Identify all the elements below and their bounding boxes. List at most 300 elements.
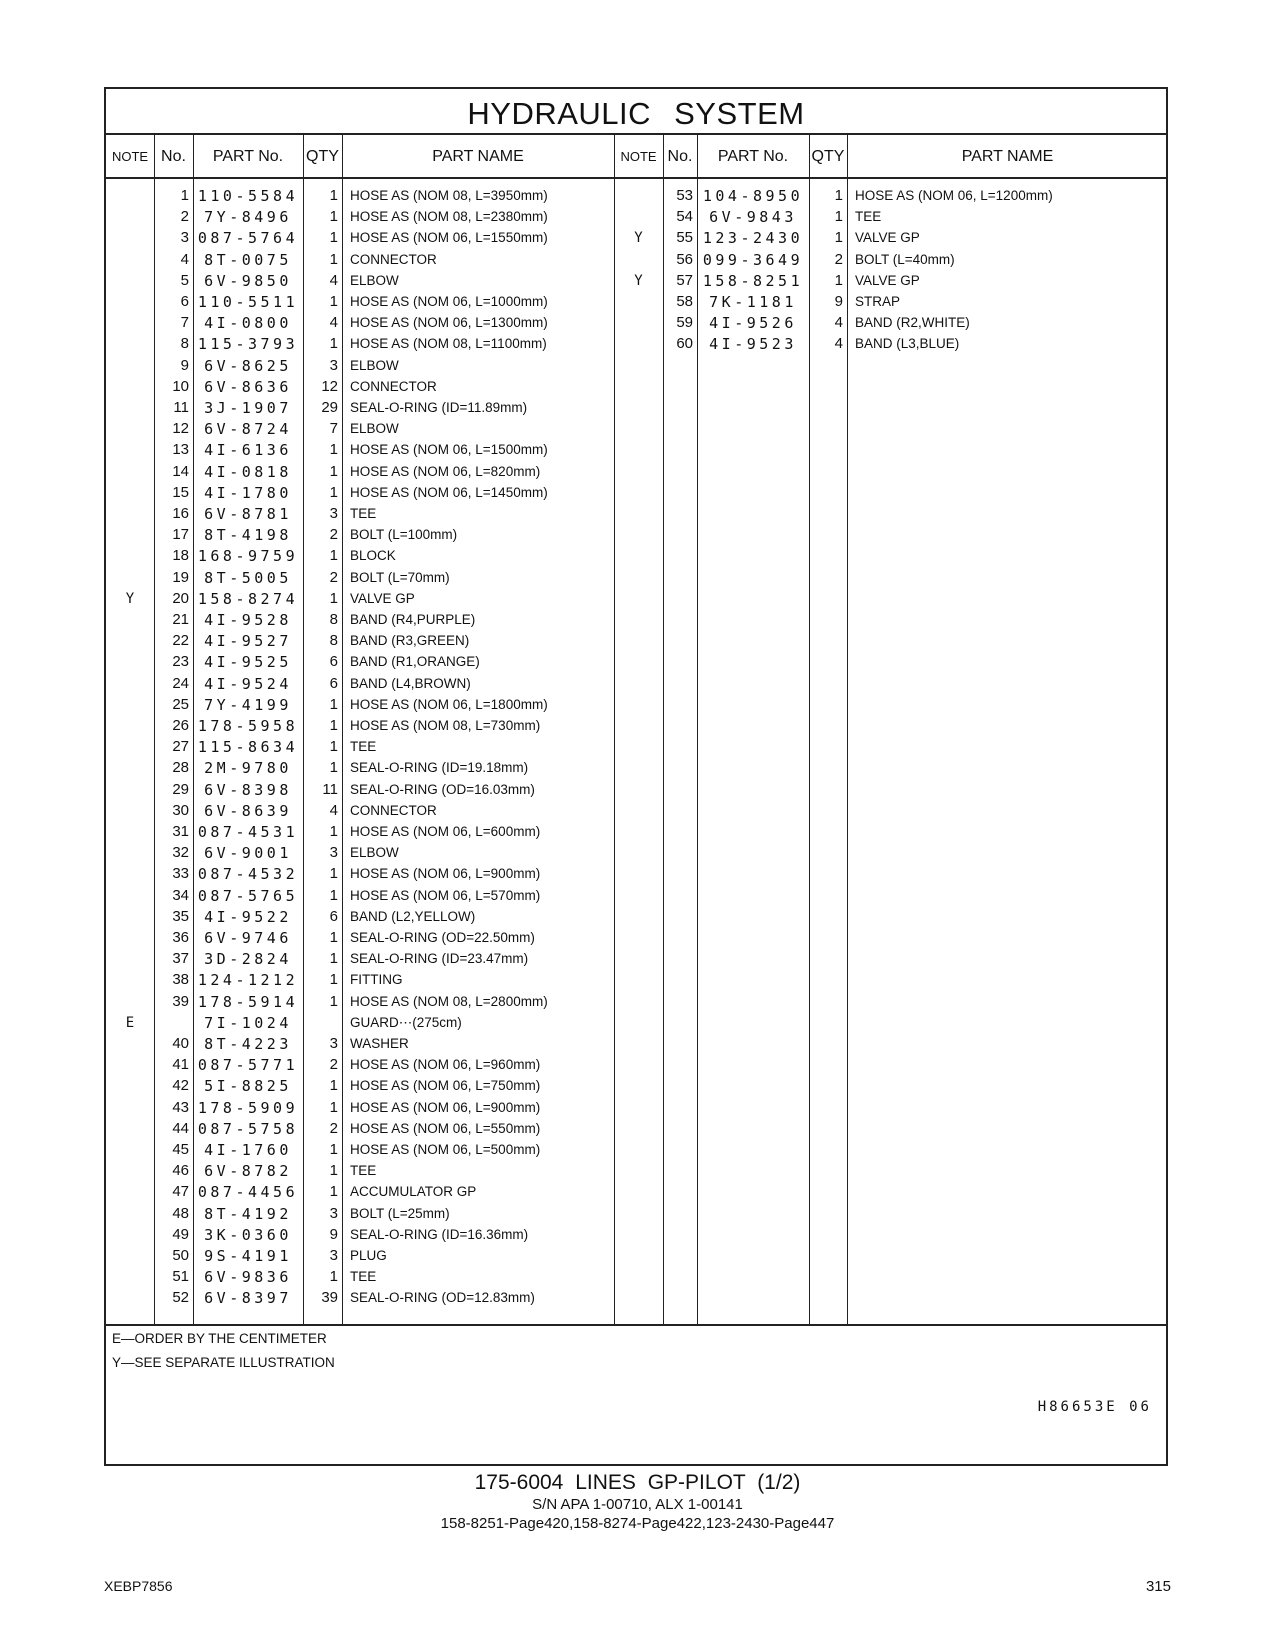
left-row-part-number: 4I-1760 [204,1141,292,1159]
left-row-part-name: WASHER [350,1036,409,1051]
left-row-number: 1 [180,187,189,204]
left-row-number: 48 [172,1204,189,1222]
left-row-number: 18 [172,547,189,565]
left-row-note [106,291,154,313]
left-row-qty: 1 [329,886,338,904]
left-row-note [106,842,154,864]
left-row-part-number: 8T-5005 [204,568,292,587]
drawing-code: H86653E 06 [1037,1399,1152,1415]
left-row-part-number: 6V-8724 [204,420,292,439]
right-row-number: 53 [676,187,693,204]
left-row-note [106,1033,154,1055]
right-row-part-name: HOSE AS (NOM 06, L=1200mm) [855,188,1053,203]
left-row-qty: 1 [329,1162,338,1180]
left-row-number: 38 [172,971,189,989]
left-row-part-name: HOSE AS (NOM 08, L=2800mm) [350,993,548,1009]
col-divider [342,133,343,1324]
left-row-note [106,630,154,652]
left-row-part-name: FITTING [350,972,403,988]
left-row-qty: 12 [321,377,338,395]
right-row-part-name: BOLT (L=40mm) [855,251,955,267]
col-divider [847,133,848,1324]
right-row-note: Y [634,230,643,247]
left-row-qty: 9 [329,1225,338,1243]
left-row-part-number: 6V-8625 [204,356,292,375]
left-row-number: 41 [172,1056,189,1074]
left-row-note [106,694,154,716]
left-row-part-name: SEAL-O-RING (OD=16.03mm) [350,781,535,797]
left-row-note [106,418,154,440]
left-row-qty: 1 [329,229,338,247]
left-row-number: 5 [180,271,189,289]
left-row-number: 42 [172,1077,189,1095]
header-qty-left: QTY [306,148,339,165]
left-row-part-number: 4I-0818 [204,462,292,481]
left-row-number: 3 [180,229,189,247]
left-row-note [106,206,154,228]
left-row-note [106,1245,154,1267]
left-row-part-number: 9S-4191 [204,1247,292,1265]
left-row-qty: 3 [329,844,338,862]
left-row-note [106,927,154,949]
right-row-part-name: STRAP [855,294,901,309]
left-row-number: 46 [172,1162,189,1180]
section-title: HYDRAULIC SYSTEM [467,96,805,131]
left-row-note [106,1160,154,1182]
right-row-note [614,333,663,355]
left-row-part-name: HOSE AS (NOM 06, L=1800mm) [350,696,548,712]
left-row-number: 52 [172,1289,189,1307]
left-row-qty: 8 [329,611,338,628]
left-row-note [106,1224,154,1246]
parts-table-frame [104,87,1168,1466]
right-row-note: Y [634,272,643,289]
left-row-number: 26 [172,717,189,734]
left-row-note [106,270,154,292]
left-row-part-name: SEAL-O-RING (ID=23.47mm) [350,951,529,967]
left-row-number: 8 [180,335,189,353]
left-row-number: 11 [173,399,189,416]
left-row-number: 30 [172,801,189,819]
left-row-qty: 8 [329,632,338,650]
left-row-number: 36 [172,929,189,946]
left-row-part-name: HOSE AS (NOM 06, L=570mm) [350,887,541,903]
left-row-part-name: TEE [350,1269,377,1285]
left-row-qty: 3 [329,356,338,374]
left-row-part-number: 168-9759 [197,547,299,566]
left-row-number: 37 [172,950,189,968]
left-row-qty: 7 [329,420,338,438]
left-row-part-name: HOSE AS (NOM 08, L=730mm) [350,718,541,733]
left-row-qty: 2 [329,568,338,586]
left-row-part-number: 7I-1024 [204,1013,292,1032]
left-row-part-number: 4I-9528 [204,611,292,629]
left-row-note [106,779,154,801]
left-row-part-number: 4I-0800 [204,314,292,333]
left-row-number: 7 [180,314,189,332]
left-row-qty: 1 [329,950,338,968]
left-row-qty: 1 [329,208,338,226]
left-row-part-name: HOSE AS (NOM 06, L=820mm) [350,463,541,479]
header-part-name-right: PART NAME [961,148,1054,165]
left-row-number: 12 [172,420,189,438]
right-row-number: 60 [676,335,693,353]
left-row-qty: 3 [329,1035,338,1052]
right-row-qty: 1 [834,229,843,247]
left-row-part-name: VALVE GP [350,590,415,606]
right-row-number: 55 [676,229,693,247]
left-row-part-number: 6V-8639 [204,801,292,820]
left-row-part-name: TEE [350,739,377,755]
left-row-number: 23 [172,653,189,671]
left-row-qty: 1 [329,1098,338,1116]
header-note-left: NOTE [111,149,149,164]
left-row-part-name: HOSE AS (NOM 06, L=1450mm) [350,484,548,500]
left-row-part-name: BAND (R3,GREEN) [350,633,470,649]
left-row-qty: 1 [329,589,338,607]
left-row-part-name: HOSE AS (NOM 06, L=960mm) [350,1057,541,1073]
left-row-note [106,439,154,461]
left-row-part-number: 110-5511 [197,293,299,311]
left-row-part-name: TEE [350,506,377,521]
left-row-qty: 1 [329,971,338,989]
left-row-note: Y [125,590,135,607]
left-row-note [106,1203,154,1225]
left-row-part-number: 087-4531 [197,823,299,841]
right-row-qty: 4 [834,335,843,353]
caption-serial: S/N APA 1-00710, ALX 1-00141 [532,1496,743,1513]
left-row-number: 28 [172,759,189,777]
left-row-part-name: BOLT (L=100mm) [350,527,458,543]
left-row-part-name: BOLT (L=70mm) [350,569,450,585]
left-row-qty: 3 [329,1204,338,1222]
left-row-part-number: 4I-9525 [204,653,292,672]
left-row-part-name: CONNECTOR [350,251,437,267]
left-row-part-name: ELBOW [350,272,399,288]
left-row-qty [303,1012,338,1034]
left-row-note [106,1118,154,1140]
right-row-qty: 1 [834,208,843,226]
left-row-number: 14 [172,462,189,480]
left-row-note [106,863,154,885]
right-row-number: 57 [676,271,693,289]
left-row-part-number: 115-8634 [197,738,299,757]
left-row-note [106,1054,154,1076]
left-row-number: 45 [172,1141,189,1158]
left-row-part-name: HOSE AS (NOM 06, L=1500mm) [350,442,548,458]
left-row-part-name: HOSE AS (NOM 06, L=1550mm) [350,230,548,246]
left-row-number: 32 [172,844,189,862]
right-row-part-name: TEE [855,209,882,225]
left-row-part-name: SEAL-O-RING (OD=12.83mm) [350,1290,535,1306]
left-row-part-name: CONNECTOR [350,802,437,818]
left-row-qty: 1 [329,865,338,883]
left-row-note [106,185,154,207]
left-row-number: 51 [172,1268,189,1286]
left-row-part-number: 178-5914 [197,992,299,1011]
left-row-note [106,673,154,695]
left-row-note [106,1075,154,1097]
left-row-part-number: 6V-8781 [204,505,292,523]
header-no-right: No. [667,148,693,165]
left-row-number: 22 [172,632,189,650]
left-row-part-name: TEE [350,1163,377,1179]
left-row-note [106,482,154,504]
left-row-note [106,609,154,631]
left-row-part-number: 6V-9746 [204,929,292,947]
left-row-part-number: 4I-1780 [204,483,292,502]
left-row-note: E [125,1014,135,1031]
left-row-number: 16 [172,505,189,522]
right-row-note [614,312,663,334]
left-row-number: 31 [172,823,189,840]
left-row-qty: 1 [329,250,338,268]
left-row-part-name: HOSE AS (NOM 08, L=1100mm) [350,336,547,352]
left-row-part-name: HOSE AS (NOM 06, L=550mm) [350,1120,541,1136]
left-row-part-number: 6V-9850 [204,271,292,290]
left-row-qty: 1 [329,293,338,310]
left-row-part-name: HOSE AS (NOM 06, L=750mm) [350,1078,541,1094]
left-row-part-number: 087-4456 [197,1183,299,1202]
left-row-part-number: 178-5958 [197,717,299,735]
left-row-note [106,1287,154,1309]
left-row-part-name: HOSE AS (NOM 08, L=3950mm) [350,188,548,203]
left-row-note [106,715,154,737]
left-row-qty: 39 [321,1289,338,1307]
left-row-qty: 1 [329,823,338,840]
left-row-part-name: BOLT (L=25mm) [350,1205,450,1221]
left-row-part-name: ELBOW [350,357,399,373]
right-row-part-number: 4I-9523 [709,335,797,354]
left-row-note [106,249,154,271]
left-row-qty: 6 [329,907,338,925]
left-row-part-number: 3D-2824 [204,950,292,969]
right-row-part-number: 7K-1181 [709,293,797,311]
right-row-number: 58 [676,293,693,310]
left-row-part-number: 3J-1907 [204,399,292,417]
left-row-part-name: HOSE AS (NOM 06, L=500mm) [350,1142,541,1157]
left-row-part-name: GUARD⋯(275cm) [350,1014,462,1030]
left-row-part-number: 6V-9836 [204,1268,292,1287]
left-row-part-name: HOSE AS (NOM 06, L=600mm) [350,824,541,839]
left-row-number: 6 [180,293,189,310]
left-row-number: 21 [172,611,189,628]
left-row-qty: 1 [329,1141,338,1158]
right-row-note [614,206,663,228]
left-row-part-name: HOSE AS (NOM 06, L=1000mm) [350,294,548,309]
left-row-number: 33 [172,865,189,883]
document-id: XEBP7856 [104,1578,173,1594]
header-part-name-left: PART NAME [432,148,524,165]
left-row-part-number: 087-4532 [197,865,299,884]
left-row-part-name: ELBOW [350,845,399,861]
left-row-qty: 1 [329,759,338,777]
left-row-qty: 1 [329,1183,338,1201]
left-row-number: 35 [172,907,189,925]
caption-title: 175-6004 LINES GP-PILOT (1/2) [474,1471,801,1494]
left-row-part-number: 7Y-4199 [204,695,292,714]
left-row-part-number: 8T-4223 [204,1035,292,1053]
right-row-part-number: 123-2430 [702,229,804,248]
left-row-number: 39 [172,992,189,1010]
left-row-part-number: 3K-0360 [204,1225,292,1244]
left-row-note [106,312,154,334]
left-row-note [106,397,154,419]
left-row-part-number: 6V-8397 [204,1289,292,1308]
left-row-note [106,567,154,589]
left-row-part-number: 4I-9522 [204,907,292,926]
left-row-part-name: HOSE AS (NOM 06, L=900mm) [350,866,541,882]
left-row-note [106,227,154,249]
left-row-number: 40 [172,1035,189,1052]
left-row-note [106,376,154,398]
left-row-part-number: 115-3793 [197,335,299,354]
left-row-qty: 4 [329,271,338,289]
right-row-note [614,249,663,271]
left-row-part-number: 6V-9001 [204,844,292,863]
left-row-number: 15 [172,483,189,501]
left-row-part-number: 4I-9527 [204,632,292,651]
left-row-part-number: 178-5909 [197,1098,299,1117]
right-row-part-number: 6V-9843 [709,208,797,227]
left-row-part-name: BAND (R1,ORANGE) [350,654,480,670]
left-row-qty: 29 [321,399,338,416]
footnote-y: Y—SEE SEPARATE ILLUSTRATION [112,1355,335,1370]
left-row-qty: 11 [322,780,338,798]
left-row-note [106,821,154,843]
left-row-part-number: 087-5765 [197,886,299,905]
left-row-note [106,800,154,822]
right-row-part-number: 099-3649 [702,250,804,269]
left-row-part-number: 6V-8398 [204,780,292,799]
left-row-note [106,969,154,991]
left-row-part-name: CONNECTOR [350,378,437,394]
left-row-number: 19 [172,568,189,586]
left-row-qty: 1 [329,738,338,756]
left-row-number: 9 [180,356,189,374]
left-row-part-name: HOSE AS (NOM 08, L=2380mm) [350,209,548,225]
left-row-part-name: ACCUMULATOR GP [350,1184,477,1200]
right-row-note [614,291,663,313]
left-row-number: 17 [172,526,189,544]
left-row-part-name: ELBOW [350,421,399,437]
left-row-qty: 1 [329,1077,338,1095]
right-row-number: 54 [676,208,693,226]
left-row-note [106,906,154,928]
right-row-note [614,185,663,207]
left-row-part-number: 8T-4192 [204,1204,292,1223]
header-no-left: No. [161,148,186,165]
header-part-no-right: PART No. [717,148,789,165]
left-row-part-number: 8T-0075 [204,250,292,269]
left-row-note [106,948,154,970]
left-row-qty: 1 [329,695,338,713]
right-row-qty: 1 [834,187,843,204]
left-row-part-number: 4I-9524 [204,674,292,693]
left-row-part-name: HOSE AS (NOM 06, L=900mm) [350,1099,541,1115]
header-part-no-left: PART No. [212,148,284,165]
left-row-part-number: 087-5758 [197,1119,299,1138]
left-row-qty: 1 [329,462,338,480]
left-row-part-number: 5I-8825 [204,1077,292,1096]
left-row-note [106,1097,154,1119]
right-row-qty: 9 [834,293,843,310]
left-row-note [106,545,154,567]
right-row-part-name: VALVE GP [855,272,920,288]
left-row-part-number: 7Y-8496 [204,208,292,227]
header-note-right: NOTE [620,149,657,164]
left-row-note [106,333,154,355]
left-row-qty: 3 [329,1247,338,1264]
left-row-note [106,757,154,779]
left-row-note [106,1266,154,1288]
right-row-part-name: BAND (L3,BLUE) [855,336,960,352]
left-row-qty: 1 [329,992,338,1010]
left-row-part-number: 4I-6136 [204,441,292,460]
left-row-note [106,885,154,907]
left-row-note [106,991,154,1013]
left-row-part-name: SEAL-O-RING (ID=11.89mm) [350,400,528,415]
left-row-number: 24 [172,674,189,692]
left-row-part-number: 087-5771 [197,1056,299,1075]
left-row-qty: 1 [329,717,338,734]
left-row-note [106,1181,154,1203]
left-row-note [106,355,154,377]
left-row-part-number: 124-1212 [197,971,299,990]
left-row-number [154,1012,189,1034]
left-row-number: 4 [180,250,189,268]
left-row-part-number: 087-5764 [197,229,299,248]
left-row-qty: 6 [329,653,338,671]
left-row-qty: 4 [329,801,338,819]
left-row-number: 29 [172,780,189,798]
left-row-number: 44 [172,1119,189,1137]
left-row-part-name: SEAL-O-RING (ID=16.36mm) [350,1226,529,1242]
left-row-part-name: BAND (L4,BROWN) [350,675,471,691]
right-row-part-number: 158-8251 [702,271,804,290]
left-row-number: 50 [172,1247,189,1264]
left-row-qty: 2 [329,1119,338,1137]
left-row-qty: 1 [329,483,338,501]
left-row-part-name: PLUG [350,1248,387,1263]
left-row-part-number: 110-5584 [197,187,299,205]
left-row-qty: 6 [329,674,338,692]
header-qty-right: QTY [811,148,845,165]
left-row-part-name: BLOCK [350,548,396,564]
left-row-note [106,736,154,758]
left-row-qty: 4 [329,314,338,332]
left-row-number: 2 [180,208,189,226]
left-row-number: 10 [172,377,189,395]
page-number: 315 [1145,1578,1171,1595]
left-row-number: 25 [172,695,189,713]
left-row-part-number: 2M-9780 [204,759,292,778]
left-row-number: 20 [172,589,189,607]
right-row-qty: 1 [834,271,843,289]
left-row-number: 34 [172,886,189,904]
left-row-part-name: SEAL-O-RING (OD=22.50mm) [350,930,535,945]
left-row-qty: 1 [329,187,338,204]
left-row-number: 47 [172,1183,189,1201]
left-row-qty: 3 [329,505,338,522]
left-row-qty: 2 [329,1056,338,1074]
left-row-qty: 1 [329,1268,338,1286]
left-row-qty: 1 [329,929,338,946]
left-row-number: 13 [172,441,189,459]
footer-divider [106,1324,1166,1326]
left-row-part-name: BAND (R4,PURPLE) [350,612,476,627]
left-row-note [106,524,154,546]
